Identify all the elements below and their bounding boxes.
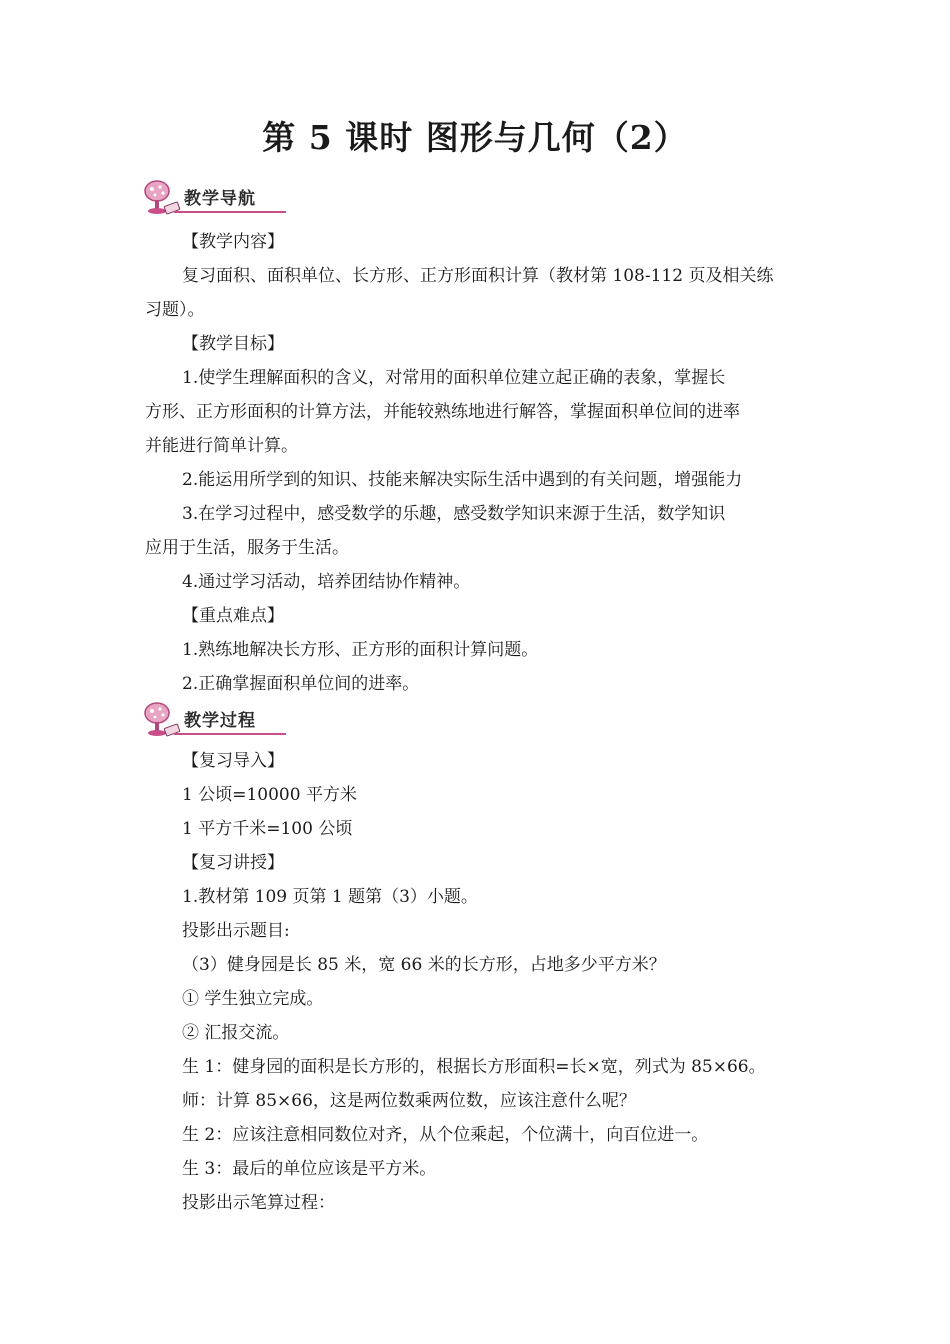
goal-line: 2.能运用所学到的知识、技能来解决实际生活中遇到的有关问题，增强能力 bbox=[182, 470, 743, 490]
page-title: 第 5 课时 图形与几何（2） bbox=[262, 118, 688, 157]
content-line: 复习面积、面积单位、长方形、正方形面积计算（教材第 108-112 页及相关练 bbox=[182, 266, 774, 286]
goal-line: 1.使学生理解面积的含义，对常用的面积单位建立起正确的表象，掌握长 bbox=[182, 368, 726, 388]
goal-line: 方形、正方形面积的计算方法，并能较熟练地进行解答，掌握面积单位间的进率 bbox=[145, 402, 740, 422]
header-underline bbox=[174, 211, 286, 213]
lecture-line: ② 汇报交流。 bbox=[182, 1023, 290, 1043]
teaching-guide-content bbox=[145, 225, 810, 701]
section-header-teaching-guide bbox=[140, 178, 290, 218]
lecture-line: 师：计算 85×66，这是两位数乘两位数，应该注意什么呢？ bbox=[182, 1091, 636, 1111]
content-line: 习题）。 bbox=[145, 300, 205, 320]
review-line: 1 公顷=10000 平方米 bbox=[182, 785, 357, 805]
lecture-heading: 【复习讲授】 bbox=[182, 853, 284, 873]
goal-line: 3.在学习过程中，感受数学的乐趣，感受数学知识来源于生活，数学知识 bbox=[182, 504, 726, 524]
key-line: 2.正确掌握面积单位间的进率。 bbox=[182, 674, 420, 694]
teaching-process-content bbox=[145, 744, 810, 1220]
key-heading: 【重点难点】 bbox=[182, 606, 284, 626]
goal-line: 并能进行简单计算。 bbox=[145, 436, 298, 456]
key-line: 1.熟练地解决长方形、正方形的面积计算问题。 bbox=[182, 640, 539, 660]
lecture-line: （3）健身园是长 85 米，宽 66 米的长方形，占地多少平方米？ bbox=[182, 955, 666, 975]
lecture-line: 投影出示笔算过程： bbox=[182, 1193, 335, 1213]
content-heading: 【教学内容】 bbox=[182, 232, 284, 252]
goals-heading: 【教学目标】 bbox=[182, 334, 284, 354]
review-line: 1 平方千米=100 公顷 bbox=[182, 819, 353, 839]
lecture-line: 生 2：应该注意相同数位对齐，从个位乘起，个位满十，向百位进一。 bbox=[182, 1125, 709, 1145]
section-label: 教学过程 bbox=[184, 711, 256, 731]
lecture-line: 1.教材第 109 页第 1 题第（3）小题。 bbox=[182, 887, 478, 907]
section-header-teaching-process bbox=[140, 700, 290, 740]
lecture-line: ① 学生独立完成。 bbox=[182, 989, 324, 1009]
goal-line: 4.通过学习活动，培养团结协作精神。 bbox=[182, 572, 471, 592]
section-label: 教学导航 bbox=[184, 189, 256, 209]
header-underline bbox=[174, 733, 286, 735]
lecture-line: 生 1：健身园的面积是长方形的，根据长方形面积=长×宽，列式为 85×66。 bbox=[182, 1057, 766, 1077]
review-heading: 【复习导入】 bbox=[182, 751, 284, 771]
lecture-line: 生 3：最后的单位应该是平方米。 bbox=[182, 1159, 437, 1179]
lecture-line: 投影出示题目: bbox=[182, 921, 290, 941]
goal-line: 应用于生活，服务于生活。 bbox=[145, 538, 349, 558]
